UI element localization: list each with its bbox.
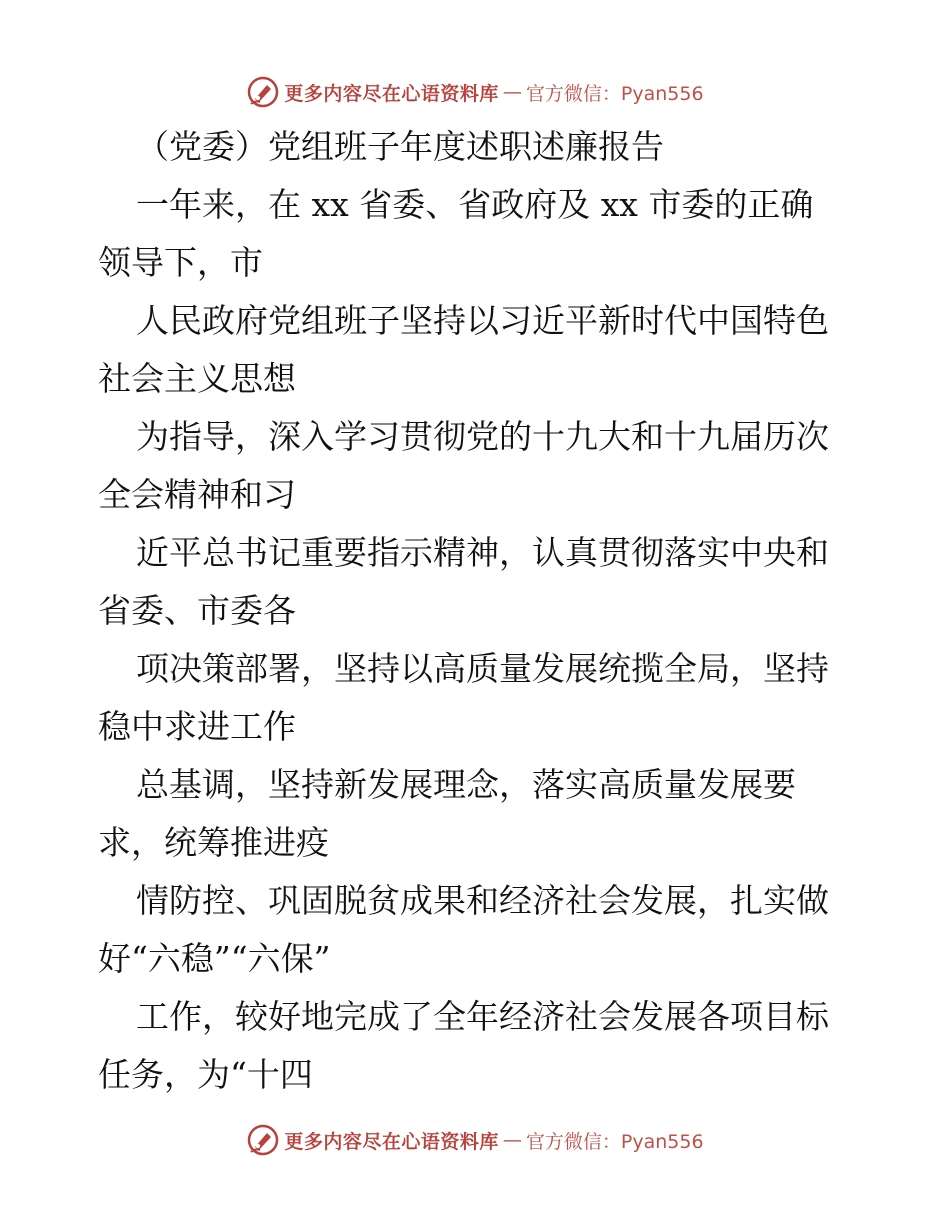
pen-nib-logo-icon — [246, 75, 280, 109]
paragraph-line: 为指导，深入学习贯彻党的十九大和十九届历次 — [136, 417, 829, 456]
paragraph — [98, 408, 858, 524]
paragraph-line: 近平总书记重要指示精神，认真贯彻落实中央和 — [136, 533, 829, 572]
paragraph-line: 全会精神和习 — [98, 475, 296, 514]
watermark-site-text: 更多内容尽在心语资料库 — [284, 1130, 499, 1153]
paragraph-line: 情防控、巩固脱贫成果和经济社会发展，扎实做 — [136, 881, 829, 920]
paragraph — [98, 988, 858, 1104]
watermark-wechat-text: 官方微信：Pyan556 — [525, 82, 704, 105]
paragraph — [98, 524, 858, 640]
paragraph — [98, 292, 858, 408]
pen-nib-logo-icon — [246, 1123, 280, 1157]
paragraph — [98, 872, 858, 988]
watermark-separator: — — [502, 1129, 522, 1151]
watermark-separator: — — [502, 81, 522, 103]
paragraph — [98, 640, 858, 756]
watermark-footer — [0, 1120, 950, 1160]
paragraph-line: 任务，为“十四 — [98, 1055, 313, 1094]
paragraph-line: 一年来，在 xx 省委、省政府及 xx 市委的正确 — [136, 185, 814, 224]
paragraph-line: 项决策部署，坚持以高质量发展统揽全局，坚持 — [136, 649, 829, 688]
paragraph-line: 领导下，市 — [98, 243, 263, 282]
document-body — [98, 118, 858, 1104]
paragraph-line: 人民政府党组班子坚持以习近平新时代中国特色 — [136, 301, 829, 340]
document-title: （党委）党组班子年度述职述廉报告 — [136, 127, 664, 166]
paragraph-line: 工作，较好地完成了全年经济社会发展各项目标 — [136, 997, 829, 1036]
paragraph-line: 省委、市委各 — [98, 591, 296, 630]
paragraph-line: 稳中求进工作 — [98, 707, 296, 746]
paragraph-line: 总基调，坚持新发展理念，落实高质量发展要 — [136, 765, 796, 804]
watermark-site-text: 更多内容尽在心语资料库 — [284, 82, 499, 105]
paragraph — [98, 756, 858, 872]
paragraph-line: 社会主义思想 — [98, 359, 296, 398]
paragraph — [98, 176, 858, 292]
watermark-wechat-text: 官方微信：Pyan556 — [525, 1130, 704, 1153]
paragraph-line: 好“六稳”“六保” — [98, 939, 331, 978]
paragraph-line: 求，统筹推进疫 — [98, 823, 329, 862]
watermark-header — [0, 72, 950, 112]
